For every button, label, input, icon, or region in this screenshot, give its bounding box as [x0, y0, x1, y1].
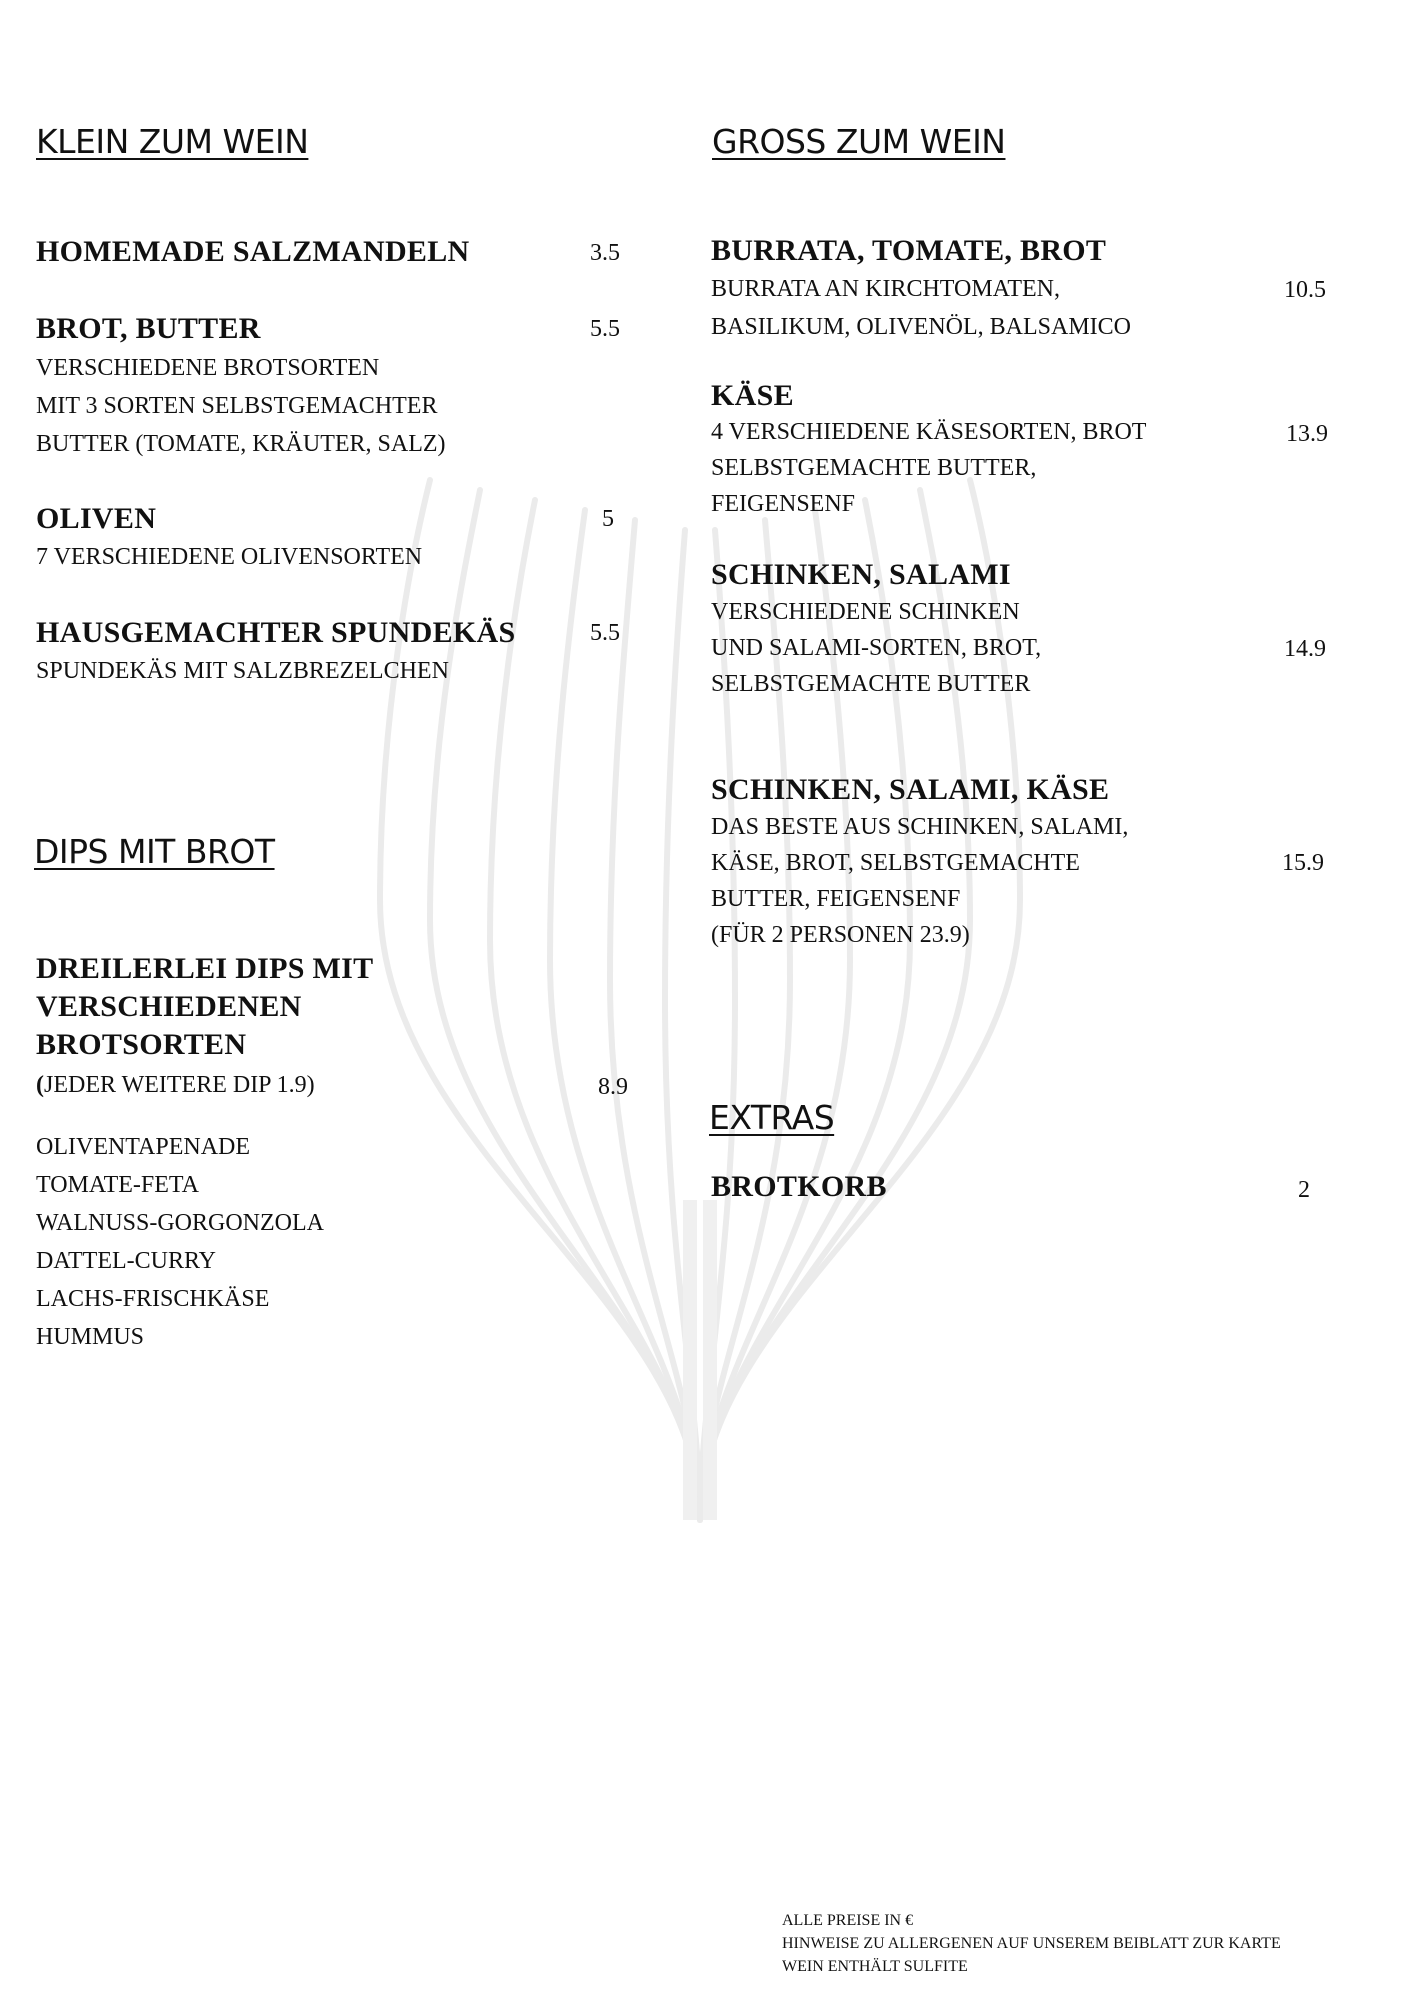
list-item: LACHS-FRISCHKÄSE — [36, 1286, 270, 1312]
menu-item-title: BROT, BUTTER — [36, 312, 261, 345]
dips-price-note: (JEDER WEITERE DIP 1.9) — [36, 1072, 315, 1098]
list-item: TOMATE-FETA — [36, 1172, 199, 1198]
menu-item-title: BURRATA, TOMATE, BROT — [711, 234, 1107, 267]
menu-item-price: 8.9 — [598, 1074, 628, 1100]
list-item: OLIVENTAPENADE — [36, 1134, 251, 1160]
menu-item-price: 13.9 — [1286, 421, 1328, 447]
list-item: WALNUSS-GORGONZOLA — [36, 1210, 324, 1236]
list-item: HUMMUS — [36, 1324, 145, 1350]
menu-item-price: 2 — [1298, 1177, 1310, 1203]
footer-line: HINWEISE ZU ALLERGENEN AUF UNSEREM BEIBLATT ZUR KARTE — [782, 1935, 1281, 1952]
menu-item-price: 5.5 — [590, 316, 620, 342]
menu-item-price: 3.5 — [590, 240, 620, 266]
menu-item-title: DREILERLEI DIPS MIT VERSCHIEDENEN BROTSORTEN — [36, 952, 374, 1061]
footer-line: ALLE PREISE IN € — [782, 1912, 914, 1929]
menu-item-price: 5 — [602, 506, 614, 532]
menu-item-title: HAUSGEMACHTER SPUNDEKÄS — [36, 616, 516, 649]
menu-item-description: 7 VERSCHIEDENE OLIVENSORTEN — [36, 544, 423, 570]
list-item: DATTEL-CURRY — [36, 1248, 216, 1274]
section-heading-extras: EXTRAS — [709, 1098, 835, 1137]
section-heading-dips-mit-brot: DIPS MIT BROT — [34, 832, 275, 871]
menu-item-description: SPUNDEKÄS MIT SALZBREZELCHEN — [36, 658, 449, 684]
menu-item-price: 10.5 — [1284, 277, 1326, 303]
footer-line: WEIN ENTHÄLT SULFITE — [782, 1958, 968, 1975]
menu-item-description: VERSCHIEDENE SCHINKEN UND SALAMI-SORTEN, BROT, SELBSTGEMACHTE BUTTER — [711, 599, 1042, 697]
menu-item-title: BROTKORB — [711, 1170, 887, 1203]
footer-notes — [782, 1909, 1281, 1978]
menu-item-description: BURRATA AN KIRCHTOMATEN, BASILIKUM, OLIVENÖL, BALSAMICO — [711, 276, 1131, 340]
menu-item-title: SCHINKEN, SALAMI — [711, 558, 1011, 591]
menu-item-title: OLIVEN — [36, 502, 157, 535]
menu-item-description: DAS BESTE AUS SCHINKEN, SALAMI, KÄSE, BROT, SELBSTGEMACHTE BUTTER, FEIGENSENF (FÜR 2 PERSONEN 23.9) — [711, 814, 1129, 948]
menu-item-description: VERSCHIEDENE BROTSORTEN MIT 3 SORTEN SELBSTGEMACHTER BUTTER (TOMATE, KRÄUTER, SALZ) — [36, 355, 446, 457]
menu-item-title: KÄSE — [711, 379, 794, 412]
dip-varieties-list — [36, 1128, 324, 1356]
menu-item-title: SCHINKEN, SALAMI, KÄSE — [711, 773, 1110, 806]
menu-item-price: 15.9 — [1282, 850, 1324, 876]
section-heading-gross-zum-wein: GROSS ZUM WEIN — [712, 122, 1006, 161]
menu-item-title: HOMEMADE SALZMANDELN — [36, 235, 470, 268]
menu-item-description: 4 VERSCHIEDENE KÄSESORTEN, BROT SELBSTGEMACHTE BUTTER, FEIGENSENF — [711, 419, 1147, 517]
section-heading-klein-zum-wein: KLEIN ZUM WEIN — [36, 122, 309, 161]
menu-item-price: 14.9 — [1284, 636, 1326, 662]
menu-item-price: 5.5 — [590, 620, 620, 646]
